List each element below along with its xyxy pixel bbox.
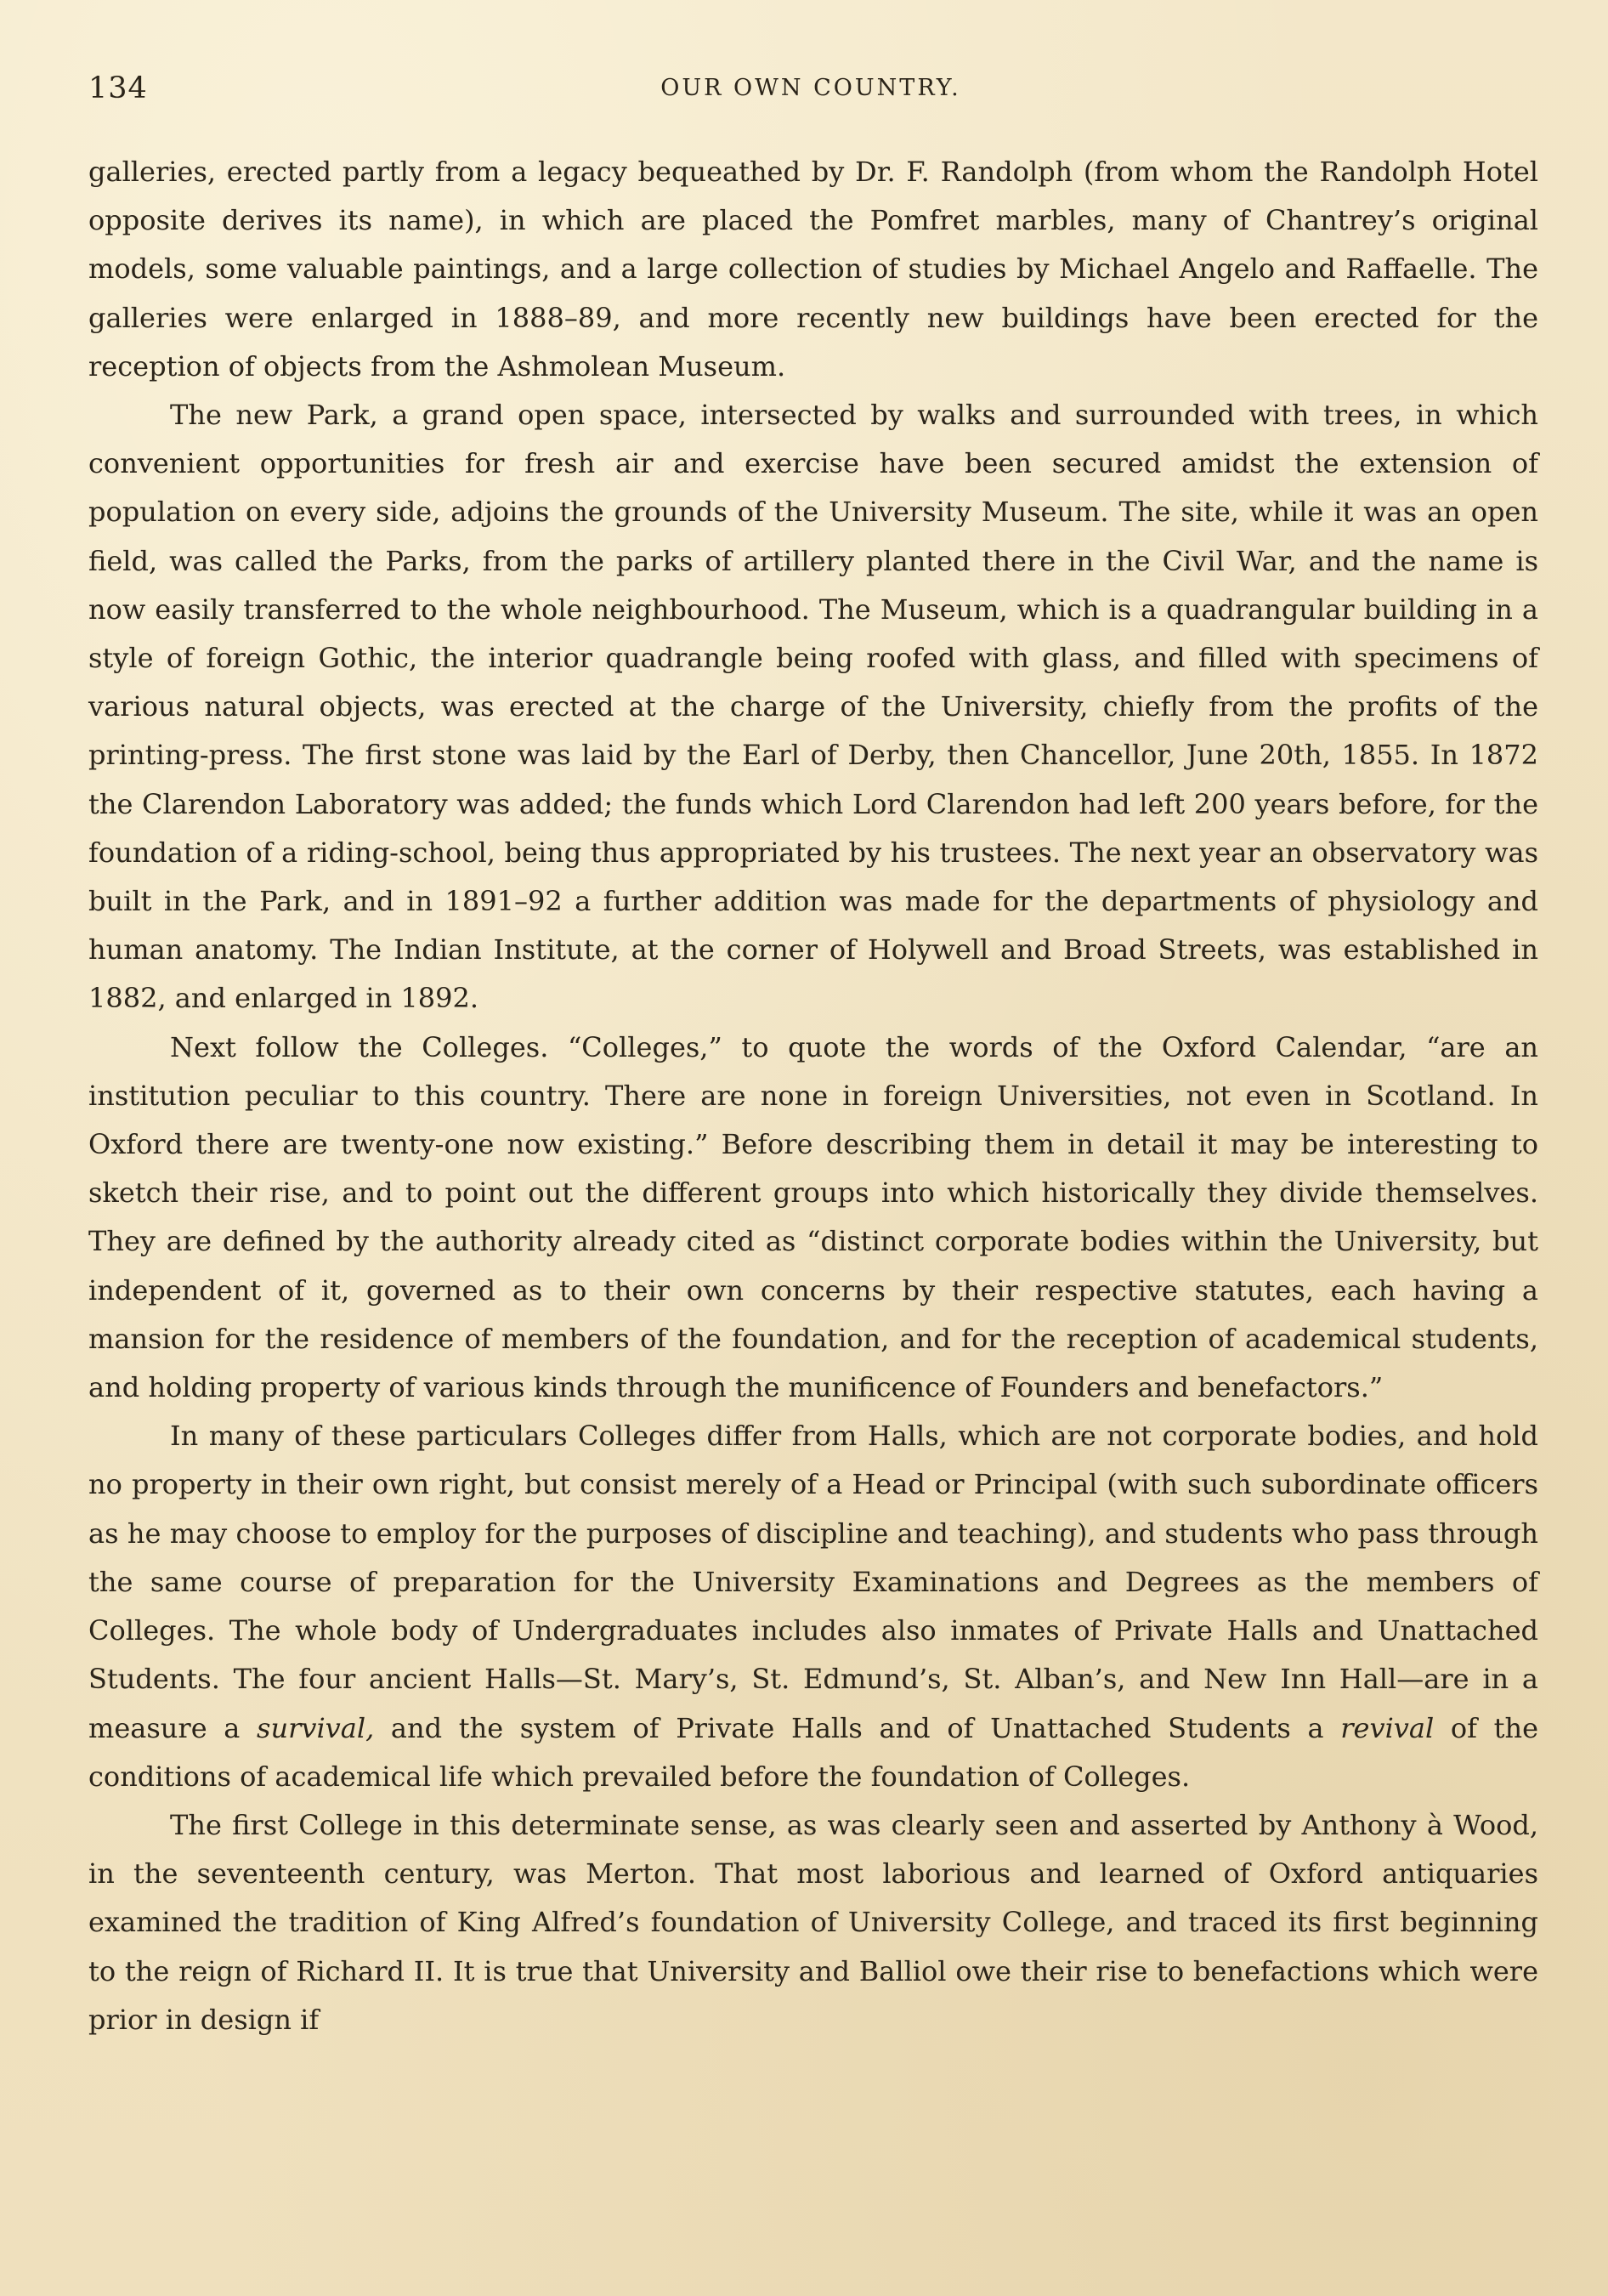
- paragraph-text: of the conditions of academical life which prevailed before the foundation of Colleges.: [88, 1711, 1539, 1793]
- paragraph-text: The first College in this determinate sense, as was clearly seen and asserted by Anthony à Wood, in the seventeenth century, was Merton. That most laborious and learned of Oxford antiquaries examined the tradition of King Alfred’s foundation of University College, and traced its first beginning to the reign of Richard II. It is true that University and Balliol owe their rise to benefactions which were prior in design if: [88, 1808, 1538, 2036]
- paragraph-halls: [88, 1412, 1538, 1801]
- paragraph-text: In many of these particulars Colleges differ from Halls, which are not corporate bodies, and hold no property in their own right, but consist merely of a Head or Principal (with such subordinate officers as he may choose to employ for the purposes of discipline and teaching), and students who pass through the same course of preparation for the University Examinations and Degrees as the members of Colleges. The whole body of Undergraduates includes also inmates of Private Halls and Unattached Students. The four ancient Halls—St. Mary’s, St. Edmund’s, St. Alban’s, and New Inn Hall—are in a measure a: [88, 1420, 1538, 1744]
- paragraph-text: galleries, erected partly from a legacy bequeathed by Dr. F. Randolph (from whom the Randolph Hotel opposite derives its name), in which are placed the Pomfret marbles, many of Chantrey’s original models, some valuable paintings, and a large collection of studies by Michael Angelo and Raffaelle. The galleries were enlarged in 1888–89, and more recently new buildings have been erected for the reception of objects from the Ashmolean Museum.: [88, 156, 1538, 383]
- paragraph-new-park: [88, 391, 1538, 1023]
- italic-revival: revival: [1340, 1711, 1435, 1744]
- paragraph-text: Next follow the Colleges. “Colleges,” to quote the words of the Oxford Calendar, “are an institution peculiar to this country. There are none in foreign Universities, not even in Scotland. In Oxford there are twenty-one now existing.” Before describing them in detail it may be interesting to sketch their rise, and to point out the different groups into which historically they divide themselves. They are defined by the authority already cited as “distinct corporate bodies within the University, but independent of it, governed as to their own concerns by their respective statutes, each having a mansion for the residence of members of the foundation, and for the reception of academical students, and holding property of various kinds through the munificence of Founders and benefactors.”: [88, 1030, 1538, 1404]
- paragraph-galleries: [88, 148, 1538, 391]
- running-head: [88, 71, 1533, 109]
- paragraph-text: The new Park, a grand open space, intersected by walks and surrounded with trees, in which convenient opportunities for fresh air and exercise have been secured amidst the extension of population on every side, adjoins the grounds of the University Museum. The site, while it was an open field, was called the Parks, from the parks of artillery planted there in the Civil War, and the name is now easily transferred to the whole neighbourhood. The Museum, which is a quadrangular building in a style of foreign Gothic, the interior quadrangle being roofed with glass, and filled with specimens of various natural objects, was erected at the charge of the University, chiefly from the profits of the printing-press. The first stone was laid by the Earl of Derby, then Chancellor, June 20th, 1855. In 1872 the Clarendon Laboratory was added; the funds which Lord Clarendon had left 200 years before, for the foundation of a riding-school, being thus appropriated by his trustees. The next year an observatory was built in the Park, and in 1891–92 a further addition was made for the departments of physiology and human anatomy. The Indian Institute, at the corner of Holywell and Broad Streets, was established in 1882, and enlarged in 1892.: [88, 399, 1538, 1015]
- body-text: [88, 148, 1538, 2044]
- paragraph-text: and the system of Private Halls and of Unattached Students a: [374, 1711, 1341, 1744]
- page-number: 134: [88, 71, 148, 105]
- paragraph-first-college: [88, 1801, 1538, 2044]
- italic-survival: survival,: [257, 1711, 375, 1744]
- paragraph-colleges: [88, 1023, 1538, 1413]
- running-title: OUR OWN COUNTRY.: [660, 75, 961, 101]
